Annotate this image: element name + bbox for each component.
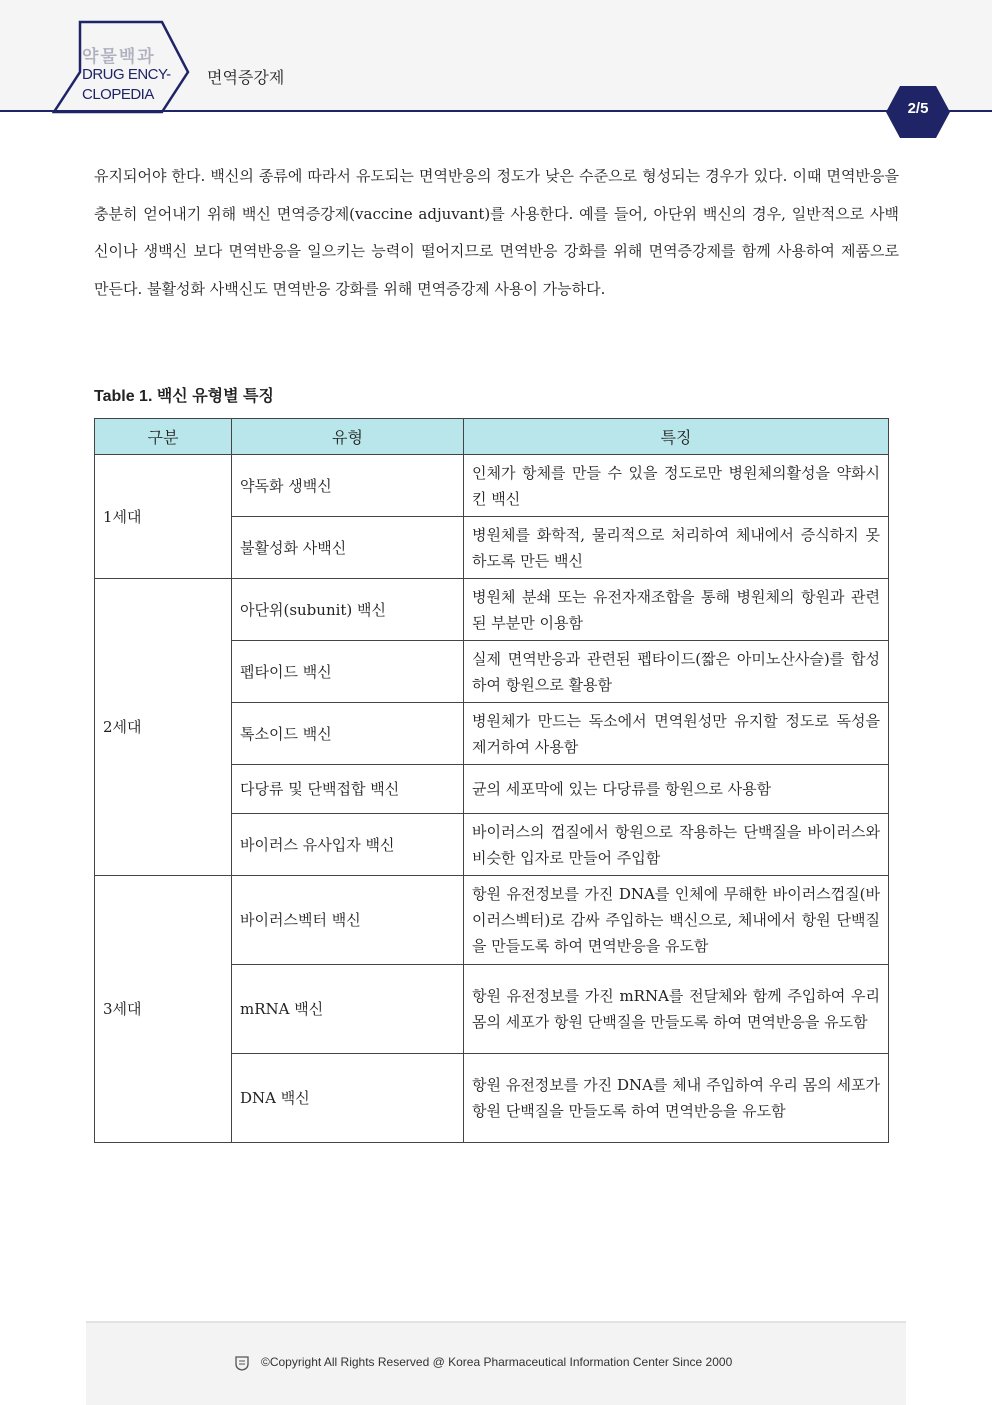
- type-cell: 약독화 생백신: [232, 455, 464, 517]
- feature-cell: 인체가 항체를 만들 수 있을 정도로만 병원체의활성을 약화시킨 백신: [464, 455, 889, 517]
- feature-cell: 병원체 분쇄 또는 유전자재조합을 통해 병원체의 항원과 관련된 부분만 이용함: [464, 579, 889, 641]
- type-cell: 아단위(subunit) 백신: [232, 579, 464, 641]
- header-generation: 구분: [95, 419, 232, 455]
- feature-cell: 병원체를 화학적, 물리적으로 처리하여 체내에서 증식하지 못하도록 만든 백신: [464, 517, 889, 579]
- feature-cell: 병원체가 만드는 독소에서 면역원성만 유지할 정도로 독성을 제거하여 사용함: [464, 703, 889, 765]
- feature-cell: 균의 세포막에 있는 다당류를 항원으로 사용함: [464, 765, 889, 814]
- header-type: 유형: [232, 419, 464, 455]
- vaccine-type-table: [94, 418, 889, 1143]
- generation-cell: 2세대: [95, 579, 232, 876]
- generation-cell: 1세대: [95, 455, 232, 579]
- body-paragraph: 유지되어야 한다. 백신의 종류에 따라서 유도되는 면역반응의 정도가 낮은 수준으로 형성되는 경우가 있다. 이때 면역반응을 충분히 얻어내기 위해 백신 면역증강제(vaccine adjuvant)를 사용한다. 예를 들어, 아단위 백신의 경우, 일반적으로 사백신이나 생백신 보다 면역반응을 일으키는 능력이 떨어지므로 면역반응 강화를 위해 면역증강제를 함께 사용하여 제품으로 만든다. 불활성화 사백신도 면역반응 강화를 위해 면역증강제 사용이 가능하다.: [94, 167, 899, 298]
- type-cell: 바이러스벡터 백신: [232, 876, 464, 965]
- page-footer: [86, 1321, 906, 1405]
- table-header-row: [95, 419, 889, 455]
- feature-cell: 항원 유전정보를 가진 mRNA를 전달체와 함께 주입하여 우리 몸의 세포가 항원 단백질을 만들도록 하여 면역반응을 유도함: [464, 965, 889, 1054]
- feature-cell: 항원 유전정보를 가진 DNA를 체내 주입하여 우리 몸의 세포가 항원 단백질을 만들도록 하여 면역반응을 유도함: [464, 1054, 889, 1143]
- header-feature: 특징: [464, 419, 889, 455]
- feature-cell: 바이러스의 껍질에서 항원으로 작용하는 단백질을 바이러스와 비슷한 입자로 만들어 주입함: [464, 814, 889, 876]
- generation-cell: 3세대: [95, 876, 232, 1143]
- logo-korean-text: 약물백과: [82, 47, 156, 66]
- type-cell: 펩타이드 백신: [232, 641, 464, 703]
- feature-cell: 항원 유전정보를 가진 DNA를 인체에 무해한 바이러스껍질(바이러스벡터)로 감싸 주입하는 백신으로, 체내에서 항원 단백질을 만들도록 하여 면역반응을 유도함: [464, 876, 889, 965]
- logo-english-line2: CLOPEDIA: [82, 86, 154, 103]
- copyright-text: ©Copyright All Rights Reserved @ Korea Pharmaceutical Information Center Since 2000: [261, 1355, 733, 1369]
- type-cell: 불활성화 사백신: [232, 517, 464, 579]
- type-cell: 다당류 및 단백접합 백신: [232, 765, 464, 814]
- table-caption: Table 1. 백신 유형별 특징: [94, 388, 274, 405]
- document-title: 면역증강제: [207, 70, 285, 87]
- logo-english-line1: DRUG ENCY-: [82, 66, 171, 83]
- feature-cell: 실제 면역반응과 관련된 펩타이드(짧은 아미노산사슬)를 합성하여 항원으로 활용함: [464, 641, 889, 703]
- table-row: [95, 579, 889, 641]
- type-cell: DNA 백신: [232, 1054, 464, 1143]
- table-row: [95, 876, 889, 965]
- table-row: [95, 455, 889, 517]
- type-cell: 바이러스 유사입자 백신: [232, 814, 464, 876]
- type-cell: 톡소이드 백신: [232, 703, 464, 765]
- shield-logo-icon: [234, 1355, 250, 1371]
- page-number: 2/5: [907, 100, 929, 117]
- type-cell: mRNA 백신: [232, 965, 464, 1054]
